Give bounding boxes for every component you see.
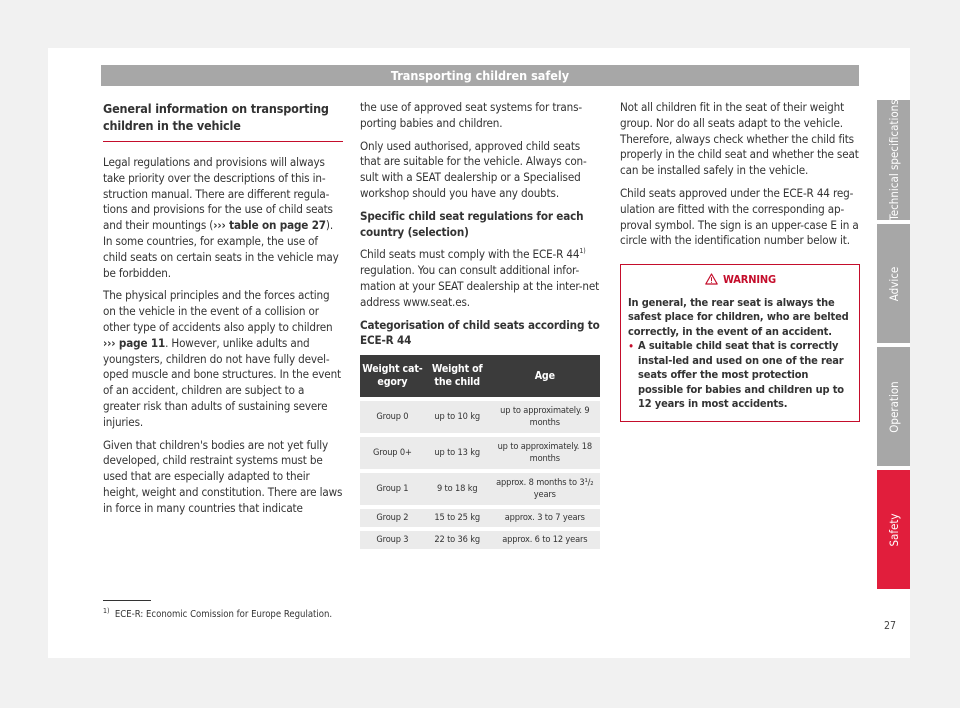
paragraph-authorised-seats: Only used authorised, approved child seats that are suitable for the vehicle. Always con-sult with a SEAT dealership or a Specialised workshop should you have any doubts. <box>360 138 587 200</box>
cell-age: approx. 6 to 12 years <box>490 527 600 549</box>
table-row <box>360 505 600 527</box>
table-page-link[interactable]: ››› table on page 27 <box>213 218 326 233</box>
warning-box <box>620 264 860 422</box>
cell-weight: 22 to 36 kg <box>425 527 490 549</box>
cell-group: Group 1 <box>360 469 425 505</box>
footnote <box>103 606 333 620</box>
column-1 <box>103 100 343 524</box>
header-age: Age <box>490 355 600 397</box>
table-row <box>360 397 600 433</box>
cell-group: Group 0+ <box>360 433 425 469</box>
page-11-link[interactable]: ››› page 11 <box>103 335 166 350</box>
cell-age: up to approximately. 18 months <box>490 433 600 469</box>
footnote-marker: 1) <box>103 606 110 615</box>
cell-age: approx. 8 months to 3¹/₂ years <box>490 469 600 505</box>
paragraph-ece-r44: Child seats must comply with the ECE-R 44$^{1)}$ regulation. You can consult additional infor-mation at your SEAT dealership at the inter-net address www.seat.es. <box>360 247 600 309</box>
cell-group: Group 2 <box>360 505 425 527</box>
cell-weight: up to 13 kg <box>425 433 490 469</box>
paragraph-approval-symbol: Child seats approved under the ECE-R 44 reg-ulation are fitted with the corresponding ap-proval symbol. The sign is an upper-case E in a circle with the identification number below it. <box>620 185 859 248</box>
page-number: 27 <box>884 620 897 632</box>
table-row <box>360 433 600 469</box>
bullet-icon: • <box>628 339 635 354</box>
table-row <box>360 469 600 505</box>
cell-age: approx. 3 to 7 years <box>490 505 600 527</box>
warning-text: In general, the rear seat is always the safest place for children, who are belted correctly, in the event of an accident. <box>628 295 849 338</box>
footnote-marker: 1) <box>579 247 586 256</box>
tab-safety[interactable]: Safety <box>877 470 910 589</box>
warning-bullet-text: A suitable child seat that is correctly instal-led and used on one of the rear seats offer the most protection possible for babies and children up to 12 years in most accidents. <box>638 339 844 411</box>
heading-categorisation: Categorisation of child seats according to ECE-R 44 <box>360 317 600 348</box>
header-weight-of-child: Weight of the child <box>425 355 490 397</box>
cell-group: Group 3 <box>360 527 425 549</box>
heading-country-regulations: Specific child seat regulations for each country (selection) <box>360 208 584 239</box>
warning-triangle-icon <box>705 273 718 285</box>
header-weight-category: Weight cat-egory <box>360 355 425 397</box>
column-2 <box>360 100 600 549</box>
cell-group: Group 0 <box>360 397 425 433</box>
warning-header <box>628 272 853 288</box>
cell-age: up to approximately. 9 months <box>490 397 600 433</box>
cell-weight: 9 to 18 kg <box>425 469 490 505</box>
page-header: Transporting children safely <box>101 65 859 86</box>
warning-bullet <box>628 339 853 412</box>
paragraph-physics: The physical principles and the forces acting on the vehicle in the event of a collision or other type of accidents also apply to children ››› page 11. However, unlike adults and youngsters, children do not have fully devel-oped muscle and bone structures. In the event of an accident, children are subject to a greater risk than adults of sustaining severe injuries. <box>103 288 341 429</box>
paragraph-regulations: Legal regulations and provisions will always take priority over the descriptions of this in-struction manual. There are different regula-tions and provisions for the use of child seats and their mountings (››› table on page 27). In some countries, for example, the use of child seats on certain seats in the vehicle may be forbidden. <box>103 155 339 280</box>
cell-weight: 15 to 25 kg <box>425 505 490 527</box>
paragraph-approved-systems: the use of approved seat systems for trans-porting babies and children. <box>360 100 583 130</box>
warning-label: WARNING <box>722 273 777 287</box>
paragraph-fit-check: Not all children fit in the seat of their weight group. Nor do all seats adapt to the vehicle. Therefore, always check whether the child fits properly in the child seat and whether the seat can be installed safely in the vehicle. <box>620 100 859 178</box>
footnote-divider <box>103 600 151 601</box>
footnote-text: ECE-R: Economic Comission for Europe Regulation. <box>114 609 333 620</box>
tab-advice[interactable]: Advice <box>877 224 910 343</box>
cell-weight: up to 10 kg <box>425 397 490 433</box>
table-row <box>360 527 600 549</box>
child-seat-table <box>360 355 600 549</box>
tab-operation[interactable]: Operation <box>877 347 910 466</box>
section-title: General information on transporting children in the vehicle <box>103 100 343 142</box>
column-3 <box>620 100 860 422</box>
paragraph-bodies: Given that children's bodies are not yet fully developed, child restraint systems must be used that are especially adapted to their height, weight and constitution. There are laws in force in many countries that indicate <box>103 437 343 515</box>
tab-technical-specifications[interactable]: Technical specifications <box>877 100 910 220</box>
